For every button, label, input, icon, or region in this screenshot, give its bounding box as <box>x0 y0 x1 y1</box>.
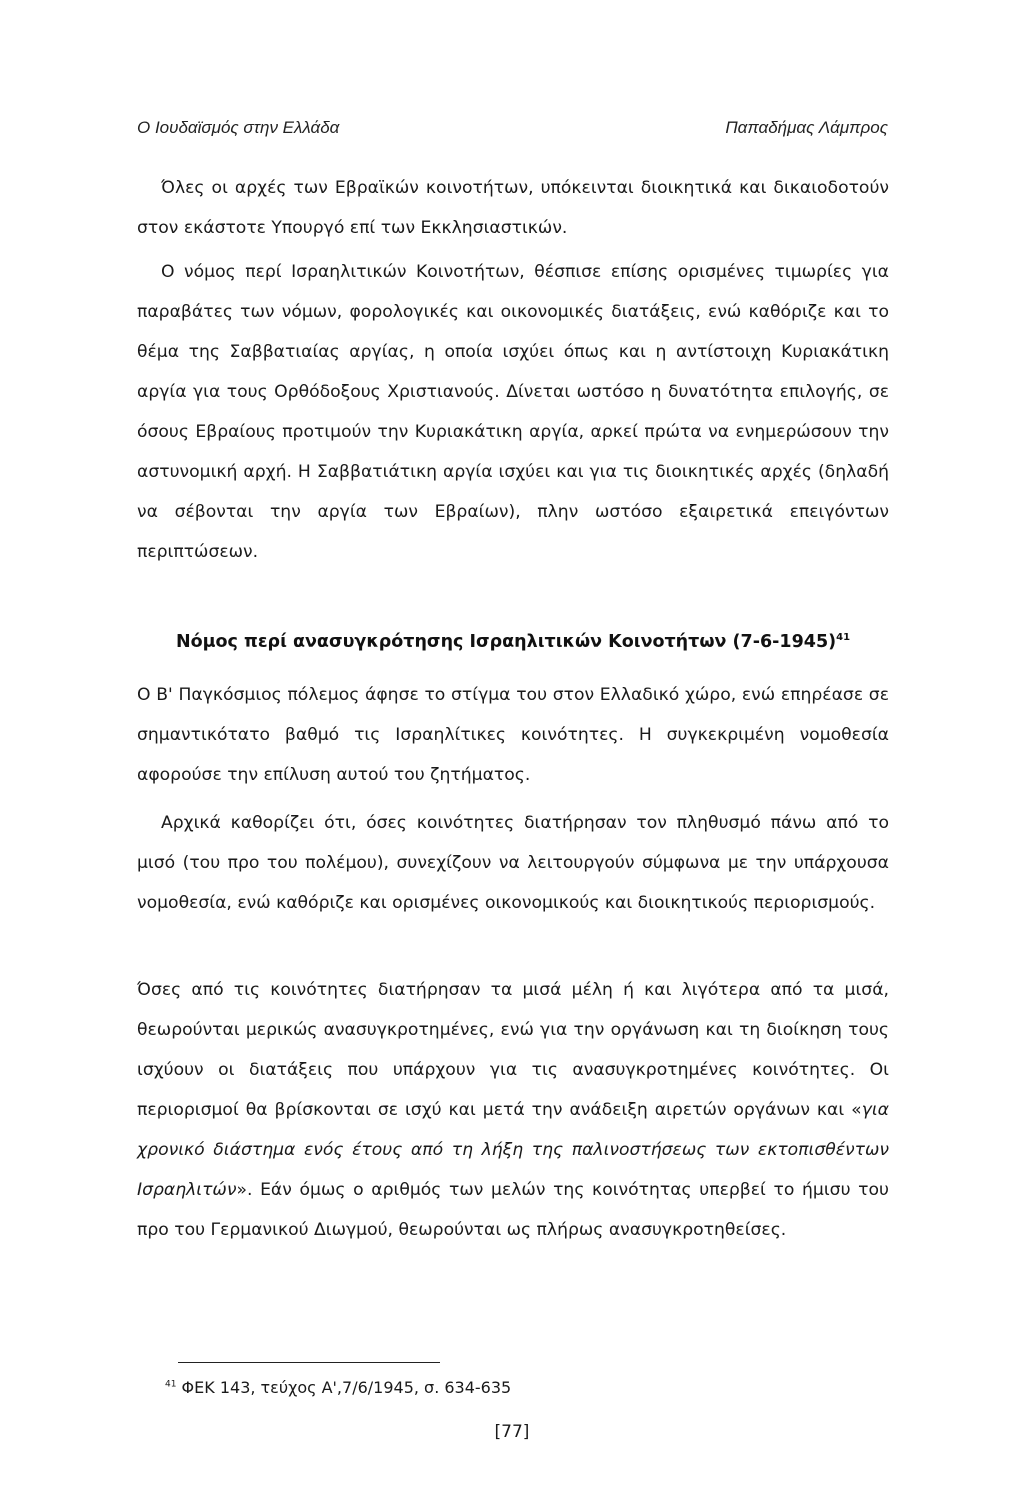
paragraph-3-block <box>137 675 889 795</box>
footnote <box>165 1378 511 1397</box>
paragraph-3: Ο Β' Παγκόσμιος πόλεμος άφησε το στίγμα του στον Ελλαδικό χώρο, ενώ επηρέασε σε σημαντικότατο βαθμό τις Ισραηλίτικες κοινότητες. Η συγκεκριμένη νομοθεσία αφορούσε την επίλυση αυτού του ζητήματος. <box>137 685 889 785</box>
paragraph-5-block <box>137 970 889 1250</box>
page-number: [77] <box>494 1422 530 1442</box>
footnote-divider <box>178 1362 440 1363</box>
paragraph-5-before-quote: Όσες από τις κοινότητες διατήρησαν τα μισά μέλη ή και λιγότερα από τα μισά, θεωρούνται μερικώς ανασυγκροτημένες, ενώ για την οργάνωση και τη διοίκηση τους ισχύουν οι διατάξεις που υπάρχουν για τις ανασυγκροτημένες κοινότητες. Οι περιορισμοί θα βρίσκονται σε ισχύ και μετά την ανάδειξη αιρετών οργάνων και « <box>137 980 889 1120</box>
paragraph-1: Όλες οι αρχές των Εβραϊκών κοινοτήτων, υπόκεινται διοικητικά και δικαιοδοτούν στον εκάστοτε Υπουργό επί των Εκκλησιαστικών. <box>137 178 889 238</box>
paragraph-5-after-quote: ». Εάν όμως ο αριθμός των μελών της κοινότητας υπερβεί το ήμισυ του προ του Γερμανικού Διωγμού, θεωρούνται ως πλήρως ανασυγκροτηθείσες. <box>137 1180 889 1240</box>
paragraph-1-block <box>137 168 889 248</box>
header-author: Παπαδήμας Λάμπρος <box>725 118 888 137</box>
paragraph-5-quote: για χρονικό διάστημα ενός έτους από τη λήξη της παλινοστήσεως των εκτοπισθέντων Ισραηλιτών <box>137 1100 889 1200</box>
footnote-text: ΦΕΚ 143, τεύχος Α',7/6/1945, σ. 634-635 <box>181 1378 512 1397</box>
section-heading <box>137 632 889 652</box>
paragraph-4-block <box>137 803 889 923</box>
paragraph-2: Ο νόμος περί Ισραηλιτικών Κοινοτήτων, θέσπισε επίσης ορισμένες τιμωρίες για παραβάτες των νόμων, φορολογικές και οικονομικές διατάξεις, ενώ καθόριζε και το θέμα της Σαββατιαίας αργίας, η οποία ισχύει όπως και η αντίστοιχη Κυριακάτικη αργία για τους Ορθόδοξους Χριστιανούς. Δίνεται ωστόσο η δυνατότητα επιλογής, σε όσους Εβραίους προτιμούν την Κυριακάτικη αργία, αρκεί πρώτα να ενημερώσουν την αστυνομική αρχή. Η Σαββατιάτικη αργία ισχύει και για τις διοικητικές αρχές (δηλαδή να σέβονται την αργία των Εβραίων), πλην ωστόσο εξαιρετικά επειγόντων περιπτώσεων. <box>137 262 889 562</box>
paragraph-5 <box>137 970 889 1250</box>
section-heading-text: Νόμος περί ανασυγκρότησης Ισραηλιτικών Κοινοτήτων (7-6-1945) <box>175 632 837 652</box>
header-title: Ο Ιουδαϊσμός στην Ελλάδα <box>137 118 340 137</box>
footnote-number: 41 <box>165 1379 177 1390</box>
paragraph-2-block <box>137 252 889 572</box>
section-heading-footnote-ref: 41 <box>836 632 851 644</box>
paragraph-4: Αρχικά καθορίζει ότι, όσες κοινότητες διατήρησαν τον πληθυσμό πάνω από το μισό (του προ του πολέμου), συνεχίζουν να λειτουργούν σύμφωνα με την υπάρχουσα νομοθεσία, ενώ καθόριζε και ορισμένες οικονομικούς και διοικητικούς περιορισμούς. <box>137 813 889 913</box>
